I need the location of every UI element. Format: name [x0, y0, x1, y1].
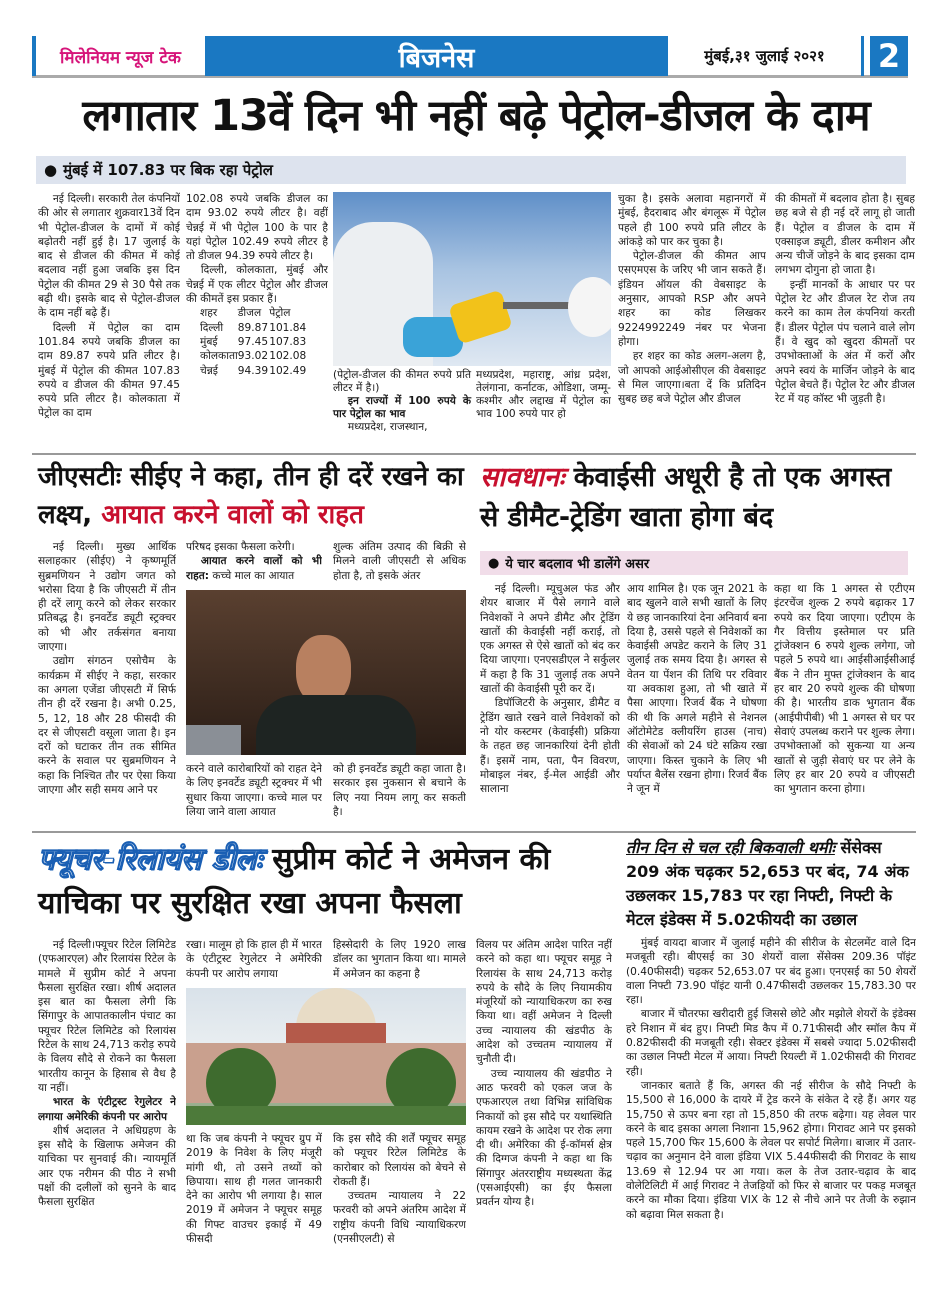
kyc-col-3	[774, 582, 915, 827]
paragraph: हर शहर का कोड अलग-अलग है, जो आपको आईओसीएल की वेबसाइट से मिल जाएगा।बता दें कि प्रतिदिन सुबह छह बजे पेट्रोल और डीजल	[618, 350, 766, 406]
paragraph: बाजार में चौतरफा खरीदारी हुई जिससे छोटे और मझोले शेयरों के इंडेक्स हरे निशान में बंद हुए। निफ्टी मिड कैप में 0.71फीसदी और स्मॉल कैप में 0.82फीसदी की मजबूती रही। सेक्टर इंडेक्स में सबसे ज्यादा 5.02फीसदी का उछाल निफ्टी मेटल में आया। निफ्टी रियल्टी में 1.02फीसदी की गिरावट रही।	[626, 1008, 916, 1078]
paragraph: इन्हीं मानकों के आधार पर पर पेट्रोल रेट और डीजल रेट रोज तय करने का काम तेल कंपनियां करती हैं। डीलर पेट्रोल पंप चलाने वाले लोग हैं। वे खुद को खुदरा कीमतों पर उपभोक्ताओं के अंत में करों और अपने स्वयं के मार्जिन जोड़ने के बाद पेट्रोल बेचते हैं। पेट्रोल रेट और डीजल रेट में यह कॉस्ट भी जुड़ती है।	[775, 278, 915, 406]
paragraph: को ही इनवर्टेड ड्यूटी कहा जाता है। सरकार इस नुकसान से बचाने के लिए नया नियम लागू कर सकती है।	[333, 763, 466, 818]
petrol-col-4	[618, 192, 766, 446]
future-col-3-top	[333, 938, 466, 984]
paragraph: करने वाले कारोबारियों को राहत देने के लिए इनवर्टेड ड्यूटी स्ट्रक्चर में भी सुधार किया जाएगा। कच्चे माल पर लिया जाने वाला आयात	[186, 763, 322, 818]
subhead-text: ये चार बदलाव भी डालेंगे असर	[505, 557, 650, 572]
paragraph: उद्योग संगठन एसोचैम के कार्यक्रम में सीईए ने कहा, सरकार का अगला एजेंडा जीएसटी में सिर्फ तीन ही दरें रखना है। अभी 0.25, 5, 12, 18 और 28 फीसदी की दर से जीएसटी वसूला जाता है। इन दरों को घटाकर तीन तक सीमित करने के सवाल पर सुब्रमणियन ने कहा कि निश्चित तौर पर ऐसा किया जाएगा और सही समय आने पर	[38, 655, 176, 797]
subhead-petrol	[36, 156, 906, 184]
paragraph: विलय पर अंतिम आदेश पारित नहीं करने को कहा था। फ्यूचर समूह ने रिलायंस के साथ 24,713 करोड़ रुपये के सौदे के लिए नियामकीय मंजूरियों को न्यायाधिकरण का रुख किया था। वहीं अमेजन ने दिल्ली उच्च न्यायालय की खंडपीठ के आदेश को उच्चतम न्यायालय में चुनौती दी।	[476, 939, 612, 1066]
paragraph: शुल्क अंतिम उत्पाद की बिक्री से मिलने वाली जीएसटी से अधिक होता है, तो इसके अंतर	[333, 541, 466, 582]
paragraph: पेट्रोल-डीजल की कीमत आप एसएमएस के जरिए भी जान सकते हैं। इंडियन ऑयल की वेबसाइट के अनुसार, आपको RSP और अपने शहर का कोड लिखकर 9224992249 नंबर पर भेजना होगा।	[618, 250, 766, 348]
paragraph: की कीमतों में बदलाव होता है। सुबह छह बजे से ही नई दरें लागू हो जाती हैं। पेट्रोल व डीजल के दाम में एक्साइज ड्यूटी, डीलर कमीशन और अन्य चीजें जोड़ने के बाद इसका दाम लगभग दोगुना हो जाता है।	[775, 193, 915, 277]
gst-col-3-top	[333, 540, 466, 588]
bullet-icon: ●	[488, 555, 500, 571]
paragraph: कच्चे माल का आयात	[212, 569, 295, 582]
headline-kicker: फ्यूचर-रिलायंस डीलः	[38, 842, 262, 877]
bullet-icon: ●	[44, 161, 58, 179]
subheading: इन राज्यों में 100 रुपये के पार पेट्रोल का भाव	[333, 395, 471, 420]
headline-text: जीएसटीः सीईए ने कहा, तीन ही दरें रखने का लक्ष्य,	[38, 462, 464, 530]
masthead	[32, 36, 908, 78]
paragraph: (पेट्रोल-डीजल की कीमत रुपये प्रति लीटर में है।)	[333, 369, 471, 394]
headline-text: सेंसेक्स 209 अंक चढ़कर 52,653 पर बंद, 74 अंक उछलकर 15,783 पर रहा निफ्टी, निफ्टी के मेटल इंडेक्स में 5.02फीयदी का उछाल	[626, 838, 909, 929]
kyc-col-2	[627, 582, 767, 827]
headline-kicker: सावधानः	[480, 462, 565, 493]
divider	[32, 831, 916, 833]
cell: 102.49	[269, 364, 307, 377]
subheading: भारत के एंटीट्रस्ट रेगुलेटर ने लगाया अमेरिकी कंपनी पर आरोप	[38, 1096, 176, 1123]
paragraph: परिषद इसका फैसला करेगी।	[186, 541, 295, 553]
headline-gst	[38, 458, 468, 534]
paragraph: दिल्ली में पेट्रोल का दाम 101.84 रुपये जबकि डीजल का दाम 89.87 रुपये प्रति लीटर है। मुंबई में पेट्रोल की कीमत 107.83 रुपये व डीजल की कीमत 97.45 रुपये प्रति लीटर है। कोलकाता में पेट्रोल का दाम	[38, 321, 180, 420]
headline-text: सुप्रीम कोर्ट ने अमेजन की याचिका पर सुरक्षित रखा अपना फैसला	[38, 842, 551, 921]
paragraph: मध्यप्रदेश, राजस्थान,	[347, 421, 428, 433]
petrol-pump-photo	[333, 192, 611, 366]
cea-speaker-photo	[186, 590, 466, 755]
petrol-col-2	[186, 192, 328, 446]
headline-petrol: लगातार 13वें दिन भी नहीं बढ़े पेट्रोल-डीजल के दाम	[82, 91, 870, 141]
gst-col-1	[38, 540, 176, 825]
table-row	[200, 364, 306, 378]
petrol-col-3a	[333, 369, 471, 451]
kyc-col-1	[480, 582, 620, 827]
divider	[32, 453, 916, 455]
table-header: शहर	[200, 307, 218, 320]
headline-kicker: तीन दिन से चल रही बिकवाली थमीः	[626, 838, 835, 857]
paragraph: कि इस सौदे की शर्तें फ्यूचर समूह को फ्यूचर रिटेल लिमिटेड के कारोबार को रिलायंस को बेचने से रोकती हैं।	[333, 1133, 466, 1188]
headline-text: केवाईसी अधूरी है तो एक अगस्त से डीमैट-ट्रेडिंग खाता होगा बंद	[480, 462, 892, 533]
table-header: डीजल	[237, 307, 262, 320]
petrol-col-1	[38, 192, 180, 446]
future-col-4	[476, 938, 612, 1258]
gst-col-2-top	[186, 540, 322, 588]
cell: 107.83	[269, 335, 307, 348]
cell: मुंबई	[200, 335, 218, 348]
supreme-court-photo	[186, 988, 466, 1125]
future-col-3-bottom	[333, 1132, 466, 1258]
section-title: बिजनेस	[205, 36, 668, 76]
headline-kyc	[480, 458, 915, 538]
paragraph: उच्चतम न्यायालय ने 22 फरवरी को अपने अंतरिम आदेश में राष्ट्रीय कंपनी विधि न्यायाधिकरण (एनसीएलटी) से	[333, 1190, 466, 1246]
paragraph: आय शामिल है। एक जून 2021 के बाद खुलने वाले सभी खातों के लिए ये छह जानकारियां देना अनिवार्य बना दिया है, उससे पहले से निवेशकों का केवाईसी अपडेट कराने के लिए 31 जुलाई तक समय दिया है। अगस्त से वेतन या पेंशन की तिथि पर रविवार या अवकाश हुआ, तो भी खाते में पैसा आएगा। रिजर्व बैंक ने घोषणा की थी कि अगले महीने से नेशनल ऑटोमेटेड क्लीयरिंग हाउस (नाच) की सेवाओं को 24 घंटे सक्रिय रखा जाएगा। किस्त चुकाने के लिए भी पर्याप्त बैलेंस रखना होगा। रिजर्व बैंक ने जून में	[627, 583, 767, 796]
petrol-col-5	[775, 192, 915, 446]
future-col-1	[38, 938, 176, 1258]
paragraph: मध्यप्रदेश, महाराष्ट्र, आंध्र प्रदेश, तेलंगाना, कर्नाटक, ओडिशा, जम्मू-कश्मीर और लद्दाख में पेट्रोल का भाव 100 रुपये पार हो	[476, 369, 611, 420]
cell: कोलकाता	[200, 350, 238, 363]
paragraph: था कि जब कंपनी ने फ्यूचर ग्रुप में 2019 के निवेश के लिए मंजूरी मांगी थी, तो उसने तथ्यों को छिपाया। साथ ही गलत जानकारी देने का आरोप भी लगाया है। साल 2019 में अमेजन ने फ्यूचर समूह की गिफ्ट वाउचर इकाई में 49 फीसदी	[186, 1133, 322, 1246]
paragraph: रखा। मालूम हो कि हाल ही में भारत के एंटीट्रस्ट रेगुलेटर ने अमेरिकी कंपनी पर आरोप लगाया	[186, 939, 322, 980]
page-number: 2	[870, 36, 908, 76]
table-row	[200, 335, 306, 349]
paragraph: हिस्सेदारी के लिए 1920 लाख डॉलर का भुगतान किया था। मामले में अमेजन का कहना है	[333, 939, 466, 980]
cell: 102.08	[269, 350, 307, 363]
dateline: मुंबई,३१ जुलाई २०२१	[668, 36, 864, 76]
paragraph: नई दिल्ली। सरकारी तेल कंपनियों की ओर से लगातार शुक्रवार13वें दिन भी पेट्रोल-डीजल के दामों में कोई बढ़ोतरी नहीं हुई है। 17 जुलाई के बाद से डीजल की कीमत में कोई बदलाव नहीं हुआ जबकि इस दिन पेट्रोल की कीमत 29 से 30 पैसे तक बढ़ी थी। इसके बाद से पेट्रोल-डीजल के दाम नहीं बढ़े हैं।	[38, 193, 180, 320]
paragraph: 102.08 रुपये जबकि डीजल का दाम 93.02 रुपये लीटर है। वहीं चेन्नई में भी पेट्रोल 100 के पार है यहां पेट्रोल 102.49 रुपये लीटर है तो डीजल 94.39 रुपये लीटर है।	[186, 193, 328, 263]
cell: 101.84	[269, 321, 307, 334]
cell: 89.87	[237, 321, 269, 334]
headline-highlight: आयात करने वालों को राहत	[101, 500, 364, 530]
subheading: आयात करने वालों को भी राहत:	[186, 555, 322, 582]
sensex-body	[626, 936, 916, 1256]
table-header: पेट्रोल	[269, 307, 291, 320]
gst-col-2-bottom	[186, 762, 322, 824]
headline-sensex	[626, 836, 916, 932]
headline-future	[38, 838, 610, 926]
paragraph: जानकार बताते हैं कि, अगस्त की नई सीरीज के सौदे निफ्टी के 15,500 से 16,000 के दायरे में ट्रेड करने के संकेत दे रहे हैं। अगर यह 15,750 से ऊपर बना रहा तो 15,850 की तरफ बढ़ेगा। यह लेवल पार करने के बाद इसका अगला निशाना 15,962 होगा। गिरावट आने पर इसको पहले 15,700 फिर 15,600 के लेवल पर सपोर्ट मिलेगा। बाजार में उतार-चढ़ाव का अनुमान देने वाला इंडिया VIX 5.44फीसदी की गिरावट के साथ 13.69 से 12.94 पर आ गया। कल के तेज उतार-चढ़ाव के बाद वोलेटिलिटी में आई गिरावट ने तेजड़ियों को फिर से बाजार पर पकड़ मजबूत करने का मौका दिया। इंडिया VIX के 12 से नीचे आने पर तेजी के रुझान को बढ़ावा मिल सकता है।	[626, 1079, 916, 1221]
gst-col-3-bottom	[333, 762, 466, 824]
cell: 97.45	[237, 335, 269, 348]
table-row	[200, 321, 306, 335]
cell: 94.39	[237, 364, 269, 377]
paragraph: शीर्ष अदालत ने अधिग्रहण के इस सौदे के खिलाफ अमेजन की याचिका पर सुनवाई की। न्यायमूर्ति आर एफ नरीमन की पीठ ने सभी पक्षों की दलीलों को सुनने के बाद फैसला सुरक्षित	[38, 1124, 176, 1209]
petrol-col-3b	[476, 369, 611, 449]
paragraph: दिल्ली, कोलकाता, मुंबई और चेन्नई में एक लीटर पेट्रोल और डीजल की कीमतें इस प्रकार हैं।	[186, 264, 328, 306]
paragraph: उच्च न्यायालय की खंडपीठ ने आठ फरवरी को एकल जज के एफआरएल तथा विभिन्न सांविधिक निकायों को इस सौदे पर यथास्थिति कायम रखने के आदेश पर रोक लगा दी थी। अमेरिका की ई-कॉमर्स क्षेत्र की दिग्गज कंपनी ने कहा था कि सिंगापुर अंतरराष्ट्रीय मध्यस्थता केंद्र (एसआईएसी) का ईए फैसला प्रवर्तन योग्य है।	[476, 1067, 612, 1209]
paragraph: नई दिल्ली। म्यूचुअल फंड और शेयर बाजार में पैसे लगाने वाले निवेशकों ने अपने डीमैट और ट्रेडिंग खातों की केवाईसी नहीं कराई, तो एक अगस्त से ऐसे खातों को बंद कर दिया जाएगा। एनएसडीएल ने सर्कुलर में कहा है कि 31 जुलाई तक अपने खातों की केवाईसी पूरी कर दें।	[480, 583, 620, 696]
future-col-2-bottom	[186, 1132, 322, 1258]
table-row	[200, 349, 306, 363]
paragraph: नई दिल्ली। मुख्य आर्थिक सलाहकार (सीईए) ने कृष्णमूर्ति सुब्रमणियन ने उद्योग जगत को भरोसा दिया है कि जीएसटी में तीन ही दरें लागू करने को लेकर सरकार प्रतिबद्ध है। इनवर्टेड ड्यूटी स्ट्रक्चर को भी और तर्कसंगत बनाया जाएगा।	[38, 541, 176, 654]
paragraph: कहा था कि 1 अगस्त से एटीएम इंटरचेंज शुल्क 2 रुपये बढ़ाकर 17 रुपये कर दिया जाएगा। एटीएम के गैर वित्तीय इस्तेमाल पर प्रति ट्रांजेक्शन 6 रुपये शुल्क लगेगा, जो पहले 5 रुपये था। आईसीआईसीआई बैंक ने तीन मुफ्त ट्रांजेक्शन के बाद हर बार 20 रुपये शुल्क की घोषणा की है। भारतीय डाक भुगतान बैंक (आईपीपीबी) भी 1 अगस्त से घर पर सेवाएं उपलब्ध कराने पर शुल्क लेगा। उपभोक्ताओं को सुकन्या या अन्य खातों से जुड़ी सेवाएं घर पर लेने के लिए हर बार 20 रुपये व जीएसटी का भुगतान करना होगा।	[774, 583, 915, 796]
subhead-kyc	[480, 551, 908, 575]
paragraph: मुंबई वायदा बाजार में जुलाई महीने की सीरीज के सेटलमेंट वाले दिन मजबूती रही। बीएसई का 30 शेयरों वाला सेंसेक्स 209.36 पॉइंट (0.40फीसदी) चढ़कर 52,653.07 पर बंद हुआ। एनएसई का 50 शेयरों वाला निफ्टी 73.90 पॉइंट यानी 0.47फीसदी उछलकर 15,783.30 पर रहा।	[626, 937, 916, 1007]
price-table	[200, 306, 306, 377]
future-col-2-top	[186, 938, 322, 984]
cell: दिल्ली	[200, 321, 224, 334]
paragraph: चुका है। इसके अलावा महानगरों में मुंबई, हैदराबाद और बंगलूरू में पेट्रोल पहले ही 100 रुपये प्रति लीटर के आंकड़े को पार कर चुका है।	[618, 193, 766, 248]
cell: 93.02	[237, 350, 269, 363]
paragraph: डिपॉजिटरी के अनुसार, डीमैट व ट्रेडिंग खाते रखने वाले निवेशकों को नो योर कस्टमर (केवाईसी) प्रक्रिया के तहत छह जानकारियां देनी होती हैं। इसमें नाम, पता, पैन विवरण, मोबाइल नंबर, ई-मेल आईडी और सालाना	[480, 697, 620, 796]
paragraph: नई दिल्ली।फ्यूचर रिटेल लिमिटेड (एफआरएल) और रिलायंस रिटेल के मामले में सुप्रीम कोर्ट ने अपना फैसला सुरक्षित रखा। शीर्ष अदालत इस बात का फैसला लेगी कि सिंगापुर के आपातकालीन पंचाट का फ्यूचर रिटेल लिमिटेड को रिलायंस रिटेल के साथ 24,713 करोड़ रुपये के विलय सौदे से रोकने का फैसला भारतीय कानून के हिसाब से वैध है या नहीं।	[38, 939, 176, 1094]
subhead-text: मुंबई में 107.83 पर बिक रहा पेट्रोल	[63, 161, 273, 179]
paper-name: मिलेनियम न्यूज टेक	[32, 36, 205, 76]
cell: चेन्नई	[200, 364, 218, 377]
